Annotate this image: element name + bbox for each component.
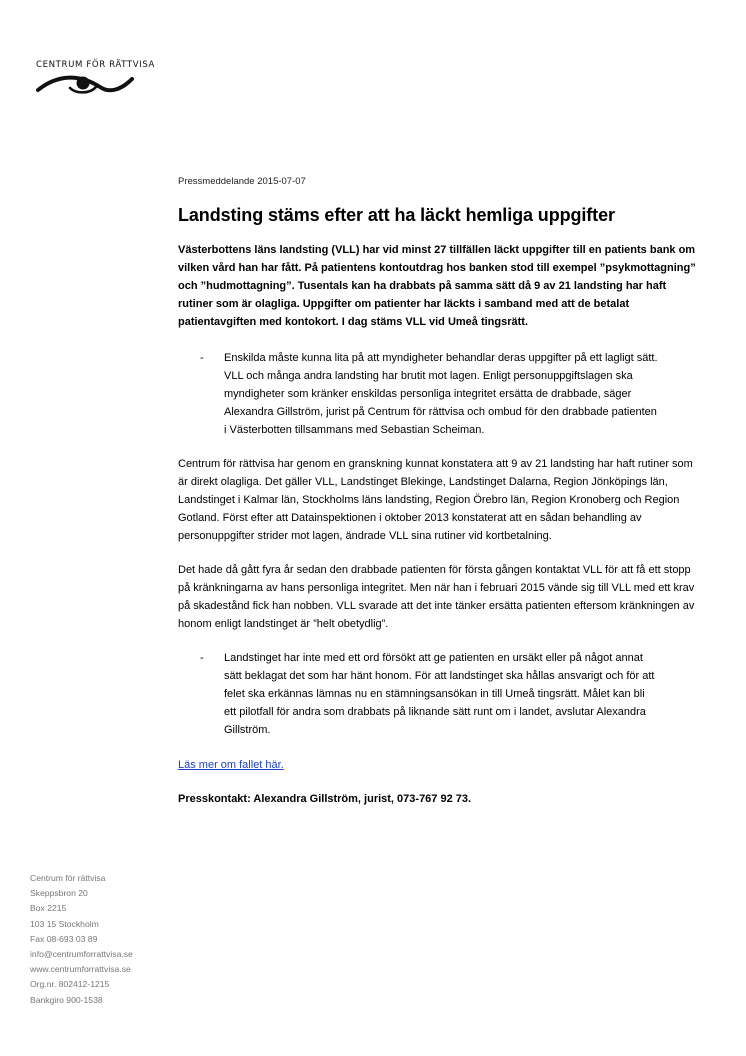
- footer-line: Skeppsbron 20: [30, 888, 88, 899]
- footer-line: 103 15 Stockholm: [30, 918, 99, 929]
- footer-line: www.centrumforrattvisa.se: [30, 964, 131, 975]
- eye-logo-icon: [36, 73, 136, 97]
- press-release: [178, 176, 698, 805]
- quote-dash: -: [200, 652, 204, 664]
- date-line: Pressmeddelande 2015-07-07: [178, 176, 306, 187]
- logo-text: CENTRUM FÖR RÄTTVISA: [36, 60, 156, 70]
- quote-block-1: [178, 349, 658, 439]
- quote-dash: -: [200, 352, 204, 364]
- footer-line: Box 2215: [30, 903, 67, 914]
- press-contact: Presskontakt: Alexandra Gillström, jurist, 073-767 92 73.: [178, 793, 472, 805]
- quote-text: Enskilda måste kunna lita på att myndigheter behandlar deras uppgifter på ett lagligt sätt. VLL och många andra landsting har brutit mot lagen. Enligt personuppgiftslagen ska myndigheter som kränker enskildas personliga integritet ersätta de drabbade, säger Alexandra Gillström, jurist på Centrum för rättvisa och ombud för den drabbade patienten i Västerbotten tillsammans med Sebastian Scheiman.: [224, 352, 658, 436]
- body-paragraph-1: Centrum för rättvisa har genom en granskning kunnat konstatera att 9 av 21 landsting har haft rutiner som är direkt olagliga. Det gäller VLL, Landstinget Blekinge, Landstinget Dalarna, Region Jönköpings län, Landstinget i Kalmar län, Stockholms läns landsting, Region Örebro län, Region Kronoberg och Region Gotland. Först efter att Datainspektionen i oktober 2013 konstaterat att en sådan behandling av personuppgifter strider mot lagen, ändrade VLL sina rutiner vid kortbetalning.: [178, 458, 693, 542]
- footer-line: Fax 08-693 03 89: [30, 933, 98, 944]
- body-paragraph-2: Det hade då gått fyra år sedan den drabbade patienten för första gången kontaktat VLL för att få ett stopp på kränkningarna av hans personliga integritet. Men när han i februari 2015 vände sig till VLL med ett krav på skadestånd fick han nobben. VLL svarade att det inte tänker ersätta patienten eftersom kränkningen av honom enligt landstinget är ”helt obetydlig”.: [178, 564, 695, 630]
- footer-line: Bankgiro 900-1538: [30, 994, 103, 1005]
- read-more-link[interactable]: Läs mer om fallet här.: [178, 759, 284, 771]
- logo: [36, 60, 176, 70]
- footer-line: info@centrumforrattvisa.se: [30, 949, 133, 960]
- footer-line: Org.nr. 802412-1215: [30, 979, 110, 990]
- quote-text: Landstinget har inte med ett ord försökt att ge patienten en ursäkt eller på något annat sätt beklagat det som har hänt honom. För att landstinget ska hållas ansvarigt och för att felet ska erkännas lämnas nu en stämningsansökan in till Umeå tingsrätt. Målet kan bli ett pilotfall för andra som drabbats på liknande sätt runt om i landet, avslutar Alexandra Gillström.: [224, 652, 655, 736]
- footer-address: [30, 871, 133, 1008]
- page-title: Landsting stäms efter att ha läckt hemliga uppgifter: [178, 205, 615, 225]
- lead-paragraph: Västerbottens läns landsting (VLL) har vid minst 27 tillfällen läckt uppgifter till en patients bank om vilken vård han har fått. På patientens kontoutdrag hos banken stod till exempel ”psykmottagning” och ”hudmottagning”. Tusentals kan ha drabbats på samma sätt då 9 av 21 landsting har haft rutiner som är olagliga. Uppgifter om patienter har läckts i samband med att de betalat patientavgiften med kontokort. I dag stäms VLL vid Umeå tingsrätt.: [178, 244, 696, 328]
- quote-block-2: [178, 649, 658, 739]
- footer-line: Centrum för rättvisa: [30, 873, 106, 883]
